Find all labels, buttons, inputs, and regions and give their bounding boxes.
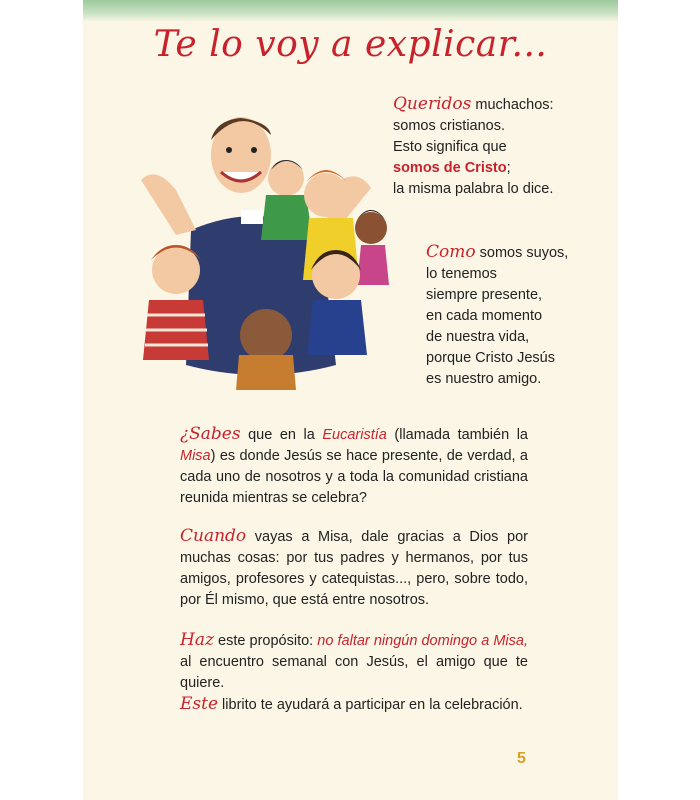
emphasis-text: Eucaristía xyxy=(322,427,387,443)
highlight-word: Este xyxy=(180,694,219,714)
paragraph-este: Este librito te ayudará a participar en la celebración. xyxy=(180,694,523,714)
top-green-band xyxy=(83,0,618,22)
highlight-word: ¿Sabes xyxy=(180,424,241,444)
second-text-block: Como somos suyos, lo tenemos siempre presente, en cada momento de nuestra vida, porque Cristo Jesús es nuestro amigo. xyxy=(426,242,569,387)
paragraph-haz: Haz este propósito: no faltar ningún domingo a Misa, al encuentro semanal con Jesús, el amigo que te quiere. xyxy=(180,630,528,691)
book-page xyxy=(83,0,618,800)
highlight-word: Cuando xyxy=(180,526,247,546)
paragraph-cuando: Cuando vayas a Misa, dale gracias a Dios por muchas cosas: por tus padres y hermanos, por tus amigos, profesores y catequistas..., pero, sobre todo, por Él mismo, que está entre nosotros. xyxy=(180,526,528,608)
page-title: Te lo voy a explicar... xyxy=(153,24,548,65)
emphasis-text: somos de Cristo xyxy=(393,160,507,176)
page-number: 5 xyxy=(517,750,526,767)
priest-with-children-illustration xyxy=(121,110,396,395)
paragraph-eucaristia: ¿Sabes que en la Eucaristía (llamada también la Misa) es donde Jesús se hace presente, de verdad, a cada uno de nosotros y a toda la comunidad cristiana reunida mientras se celebra? xyxy=(180,424,528,506)
highlight-word: Haz xyxy=(180,630,214,650)
highlight-word: Queridos xyxy=(393,94,472,114)
intro-text-block: Queridos muchachos: somos cristianos. Esto significa que somos de Cristo; la misma palabra lo dice. xyxy=(393,94,554,197)
emphasis-text: no faltar ningún domingo a Misa, xyxy=(317,633,528,649)
highlight-word: Como xyxy=(426,242,476,262)
emphasis-text: Misa xyxy=(180,448,211,464)
